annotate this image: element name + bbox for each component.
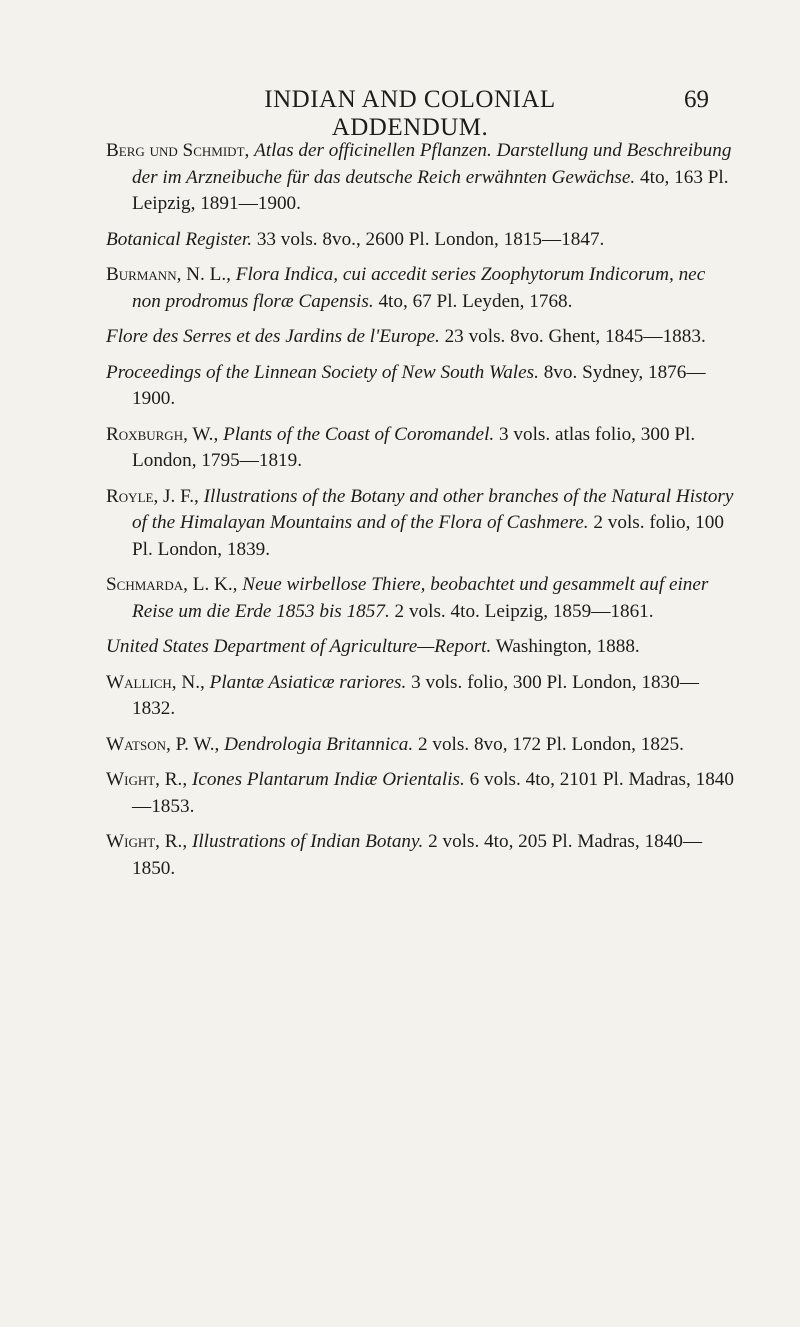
entry-title: Flora Indica, cui accedit series Zoophytorum Indicorum, nec non prodromus floræ Capensis.	[132, 264, 706, 312]
entry-details: 23 vols. 8vo. Ghent, 1845—1883.	[439, 326, 706, 347]
page-number: 69	[684, 86, 709, 113]
entry-details: 2 vols. folio, 100 Pl. London, 1839.	[132, 512, 724, 560]
bibliography-entry	[106, 732, 734, 759]
entry-title: Illustrations of Indian Botany.	[191, 831, 424, 852]
entry-details: 4to, 67 Pl. Leyden, 1768.	[373, 290, 573, 312]
page-header	[0, 86, 800, 141]
entry-author: Wallich, N.,	[106, 671, 210, 693]
entry-title: United States Department of Agriculture—Report.	[106, 636, 492, 657]
bibliography-entry	[106, 484, 734, 564]
entry-details: 8vo. Sydney, 1876—1900.	[132, 361, 706, 409]
bibliography-entry	[106, 422, 734, 475]
entry-title: Dendrologia Britannica.	[224, 733, 414, 755]
entry-details: 33 vols. 8vo., 2600 Pl. London, 1815—1847.	[252, 228, 605, 250]
entry-author: Burmann, N. L.,	[106, 264, 236, 285]
entry-details: 6 vols. 4to, 2101 Pl. Madras, 1840—1853.	[132, 769, 734, 817]
entry-details: 2 vols. 4to, 205 Pl. Madras, 1840—1850.	[132, 831, 703, 879]
entry-author: Schmarda, L. K.,	[106, 574, 243, 595]
bibliography-entry	[106, 360, 734, 413]
entry-title: Plants of the Coast of Coromandel.	[223, 423, 495, 445]
bibliography-entry	[106, 634, 734, 661]
entry-title: Atlas der officinellen Pflanzen. Darstellung und Beschreibung der im Arzneibuche für das deutsche Reich erwähnten Gewächse.	[132, 140, 732, 188]
entry-details: 2 vols. 4to. Leipzig, 1859—1861.	[389, 600, 654, 622]
bibliography-list	[106, 138, 734, 891]
entry-title: Plantæ Asiaticæ rariores.	[209, 671, 407, 693]
bibliography-entry	[106, 572, 734, 625]
bibliography-entry	[106, 138, 734, 218]
entry-details: 4to, 163 Pl. Leipzig, 1891—1900.	[132, 166, 729, 214]
entry-details: Washington, 1888.	[491, 636, 640, 657]
entry-details: 3 vols. atlas folio, 300 Pl. London, 1795—1819.	[132, 423, 696, 471]
entry-title: Neue wirbellose Thiere, beobachtet und gesammelt auf einer Reise um die Erde 1853 bis 1857.	[132, 574, 709, 622]
bibliography-entry	[106, 670, 734, 723]
entry-author: Wight, R.,	[106, 831, 192, 852]
entry-author: Berg und Schmidt,	[106, 140, 255, 161]
entry-title: Proceedings of the Linnean Society of New South Wales.	[106, 361, 539, 383]
entry-author: Roxburgh, W.,	[106, 423, 224, 445]
entry-author: Royle, J. F.,	[106, 485, 204, 507]
entry-title: Botanical Register.	[106, 228, 253, 250]
entry-title: Flore des Serres et des Jardins de l'Europe.	[106, 326, 440, 347]
bibliography-entry	[106, 829, 734, 882]
bibliography-entry	[106, 262, 734, 315]
entry-author: Watson, P. W.,	[106, 733, 225, 755]
entry-details: 3 vols. folio, 300 Pl. London, 1830—1832.	[132, 671, 699, 719]
bibliography-entry	[106, 227, 734, 254]
entry-title: Illustrations of the Botany and other branches of the Natural History of the Himalayan Mountains and of the Flora of Cashmere.	[132, 485, 734, 533]
bibliography-entry	[106, 767, 734, 820]
entry-title: Icones Plantarum Indiæ Orientalis.	[191, 769, 465, 790]
entry-author: Wight, R.,	[106, 769, 192, 790]
bibliography-entry	[106, 324, 734, 351]
entry-details: 2 vols. 8vo, 172 Pl. London, 1825.	[413, 733, 684, 755]
running-title: INDIAN AND COLONIAL ADDENDUM.	[264, 86, 556, 141]
